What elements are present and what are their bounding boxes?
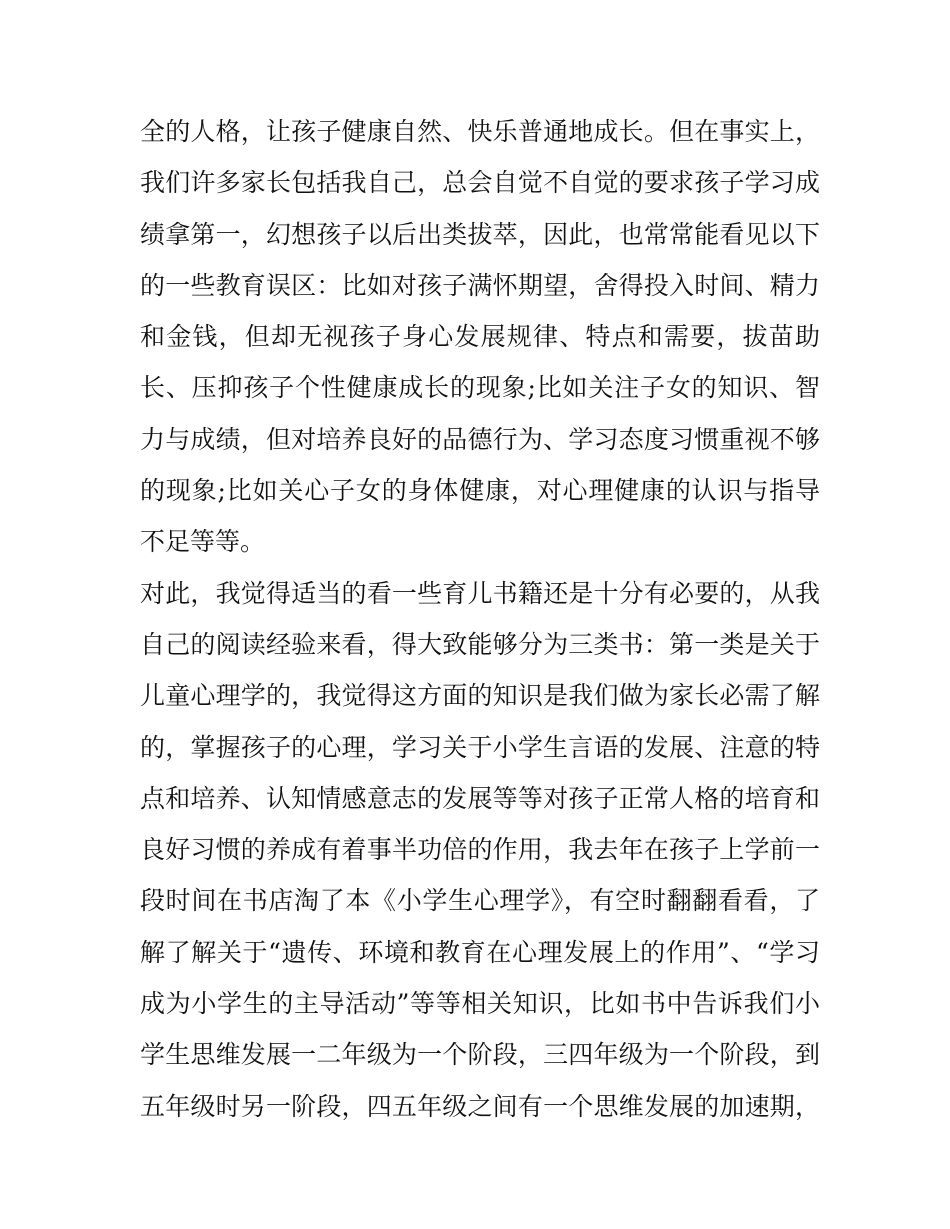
text-line-19: 学生思维发展一二年级为一个阶段，三四年级为一个阶段，到 bbox=[140, 1040, 820, 1070]
text-line-8: 的现象;比如关心子女的身体健康，对心理健康的认识与指导 bbox=[140, 476, 820, 506]
text-line-6: 长、压抑孩子个性健康成长的现象;比如关注子女的知识、智 bbox=[140, 373, 820, 403]
text-line-4: 的一些教育误区：比如对孩子满怀期望，舍得投入时间、精力 bbox=[140, 270, 820, 300]
text-line-13: 的，掌握孩子的心理，学习关于小学生言语的发展、注意的特 bbox=[140, 732, 820, 762]
text-line-12: 儿童心理学的，我觉得这方面的知识是我们做为家长必需了解 bbox=[140, 681, 820, 711]
text-line-18: 成为小学生的主导活动”等等相关知识，比如书中告诉我们小 bbox=[140, 989, 820, 1019]
text-line-9: 不足等等。 bbox=[140, 527, 266, 557]
body-text bbox=[140, 106, 820, 1132]
text-line-20: 五年级时另一阶段，四五年级之间有一个思维发展的加速期， bbox=[140, 1091, 820, 1121]
text-line-5: 和金钱，但却无视孩子身心发展规律、特点和需要，拔苗助 bbox=[140, 322, 820, 352]
text-line-2: 我们许多家长包括我自己，总会自觉不自觉的要求孩子学习成 bbox=[140, 168, 820, 198]
text-line-3: 绩拿第一，幻想孩子以后出类拔萃，因此，也常常能看见以下 bbox=[140, 219, 820, 249]
text-line-7: 力与成绩，但对培养良好的品德行为、学习态度习惯重视不够 bbox=[140, 424, 820, 454]
text-line-14: 点和培养、认知情感意志的发展等等对孩子正常人格的培育和 bbox=[140, 783, 820, 813]
text-line-17: 解了解关于“遗传、环境和教育在心理发展上的作用”、“学习 bbox=[140, 937, 820, 967]
text-line-1: 全的人格，让孩子健康自然、快乐普通地成长。但在事实上， bbox=[140, 117, 820, 146]
text-line-11: 自己的阅读经验来看，得大致能够分为三类书：第一类是关于 bbox=[140, 629, 820, 659]
text-line-16: 段时间在书店淘了本《小学生心理学》，有空时翻翻看看，了 bbox=[140, 886, 820, 916]
text-line-10: 对此，我觉得适当的看一些育儿书籍还是十分有必要的，从我 bbox=[140, 578, 820, 608]
text-line-15: 良好习惯的养成有着事半功倍的作用，我去年在孩子上学前一 bbox=[140, 835, 820, 865]
